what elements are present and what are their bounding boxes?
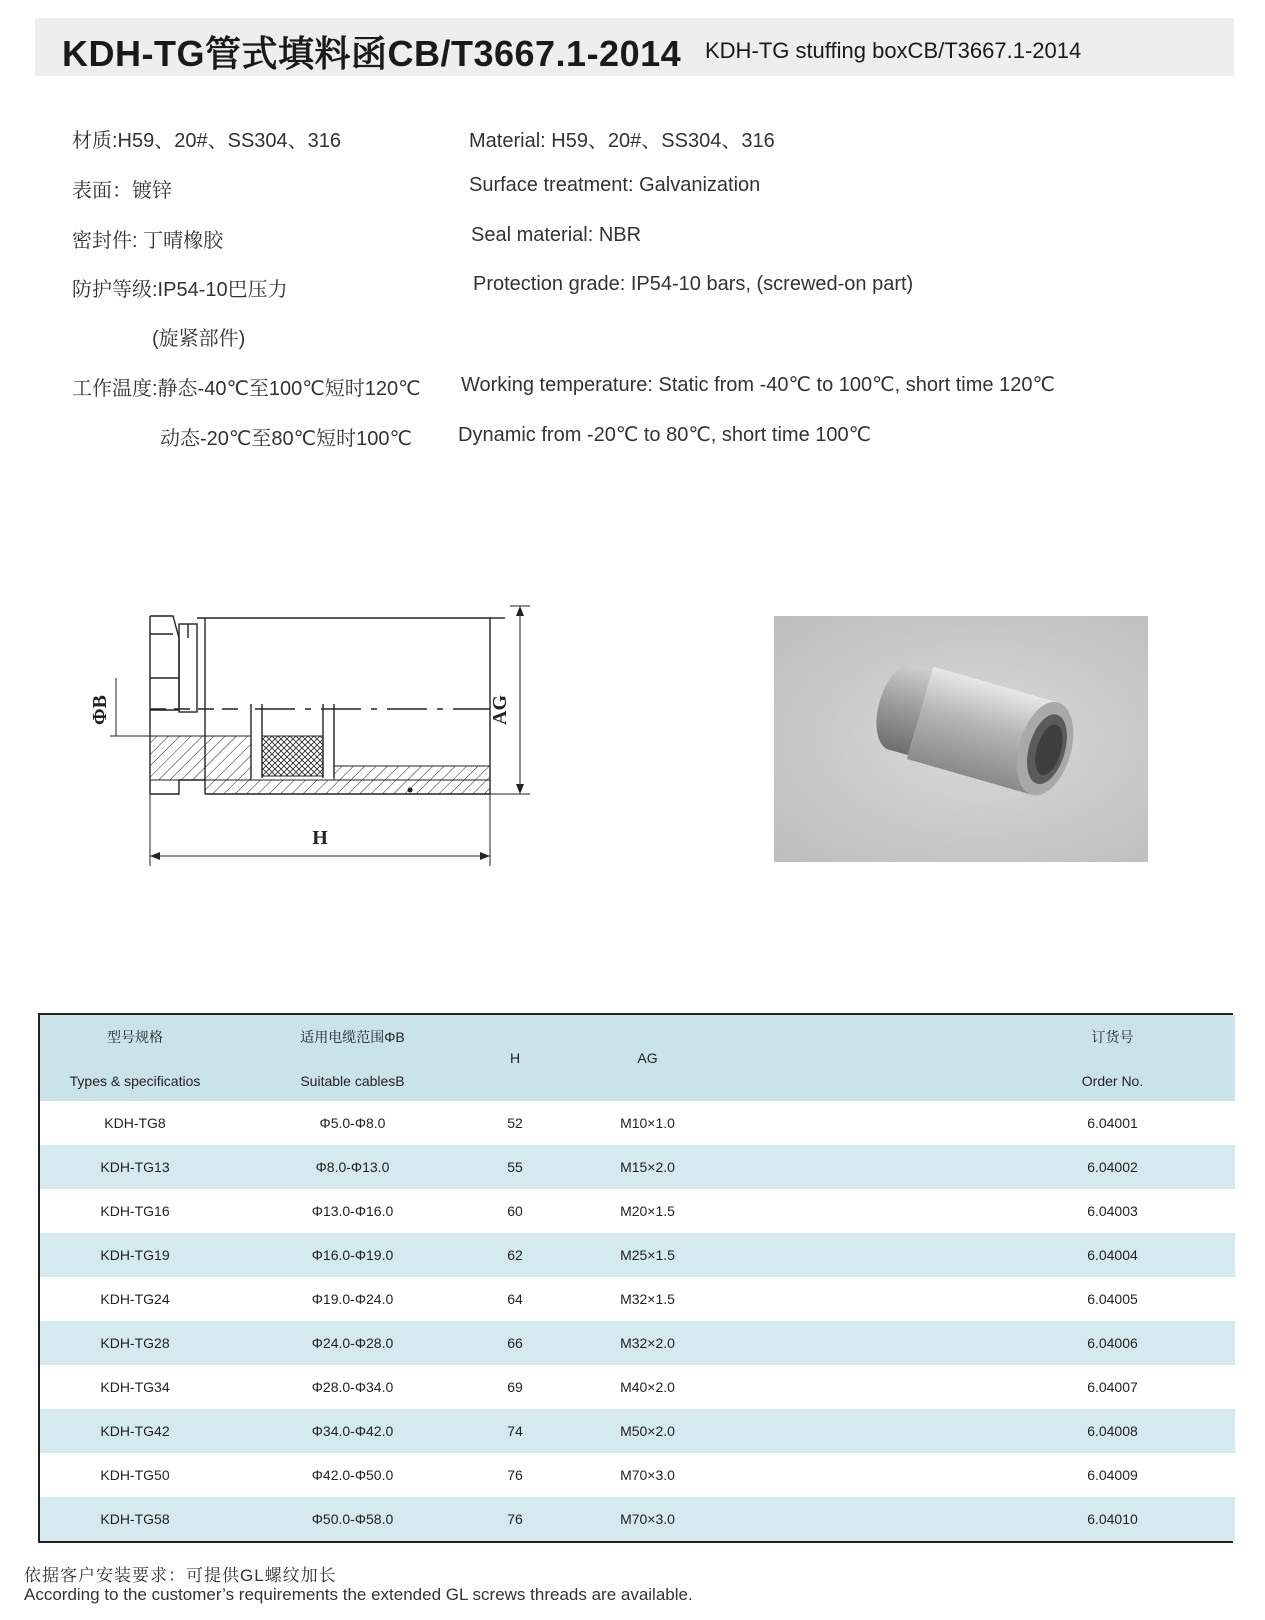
cell-type: KDH-TG8 bbox=[104, 1115, 166, 1131]
cell-ag: M32×2.0 bbox=[620, 1335, 675, 1351]
spec-seal-en: Seal material: NBR bbox=[471, 224, 642, 246]
cell-h: 64 bbox=[507, 1291, 523, 1307]
cell-blank bbox=[740, 1233, 990, 1277]
cell-blank bbox=[740, 1497, 990, 1541]
cell-type: KDH-TG24 bbox=[100, 1291, 170, 1307]
cell-h: 62 bbox=[507, 1247, 523, 1263]
footer-note-zh: 依据客户安装要求：可提供GL螺纹加长 bbox=[24, 1566, 337, 1585]
page-title: KDH-TG管式填料函CB/T3667.1-2014 bbox=[62, 33, 682, 74]
cell-type: KDH-TG34 bbox=[100, 1379, 170, 1395]
spec-seal-zh: 密封件: 丁晴橡胶 bbox=[72, 230, 224, 252]
cell-type: KDH-TG58 bbox=[100, 1511, 170, 1527]
cell-blank bbox=[740, 1277, 990, 1321]
cell-blank bbox=[740, 1409, 990, 1453]
dimension-b-label: ΦB bbox=[89, 695, 111, 725]
cell-blank bbox=[740, 1365, 990, 1409]
table-row bbox=[40, 1453, 1235, 1497]
cell-cable: Φ28.0-Φ34.0 bbox=[311, 1379, 394, 1395]
header-type: 型号规格 Types & specificatios bbox=[69, 1029, 201, 1089]
cell-h: 55 bbox=[507, 1159, 523, 1175]
cell-order: 6.04002 bbox=[1087, 1159, 1138, 1175]
cell-order: 6.04003 bbox=[1087, 1203, 1138, 1219]
table-row bbox=[40, 1101, 1235, 1145]
cell-cable: Φ42.0-Φ50.0 bbox=[311, 1467, 394, 1483]
spec-temp-en-dynamic: Dynamic from -20℃ to 80℃, short time 100℃ bbox=[458, 424, 872, 446]
dimension-h-label: H bbox=[312, 827, 328, 849]
cell-ag: M70×3.0 bbox=[620, 1467, 675, 1483]
cell-h: 66 bbox=[507, 1335, 523, 1351]
cell-type: KDH-TG13 bbox=[100, 1159, 170, 1175]
cell-type: KDH-TG16 bbox=[100, 1203, 170, 1219]
cell-ag: M10×1.0 bbox=[620, 1115, 675, 1131]
header-ag: AG bbox=[637, 1050, 658, 1066]
cell-order: 6.04009 bbox=[1087, 1467, 1138, 1483]
product-photo bbox=[774, 616, 1148, 862]
cell-h: 52 bbox=[507, 1115, 523, 1131]
cell-blank bbox=[740, 1453, 990, 1497]
cell-blank bbox=[740, 1145, 990, 1189]
cell-cable: Φ13.0-Φ16.0 bbox=[311, 1203, 394, 1219]
cell-order: 6.04010 bbox=[1087, 1511, 1138, 1527]
cell-cable: Φ8.0-Φ13.0 bbox=[315, 1159, 390, 1175]
cell-h: 76 bbox=[507, 1467, 523, 1483]
table-row bbox=[40, 1277, 1235, 1321]
cell-ag: M20×1.5 bbox=[620, 1203, 675, 1219]
table-row bbox=[40, 1497, 1235, 1541]
cell-cable: Φ50.0-Φ58.0 bbox=[311, 1511, 394, 1527]
dimension-ag-label: AG bbox=[489, 695, 511, 725]
cell-type: KDH-TG50 bbox=[100, 1467, 170, 1483]
cell-ag: M32×1.5 bbox=[620, 1291, 675, 1307]
cell-ag: M25×1.5 bbox=[620, 1247, 675, 1263]
cell-cable: Φ16.0-Φ19.0 bbox=[311, 1247, 394, 1263]
spec-table bbox=[38, 1013, 1233, 1543]
cell-blank bbox=[740, 1189, 990, 1233]
table-row bbox=[40, 1233, 1235, 1277]
cell-type: KDH-TG42 bbox=[100, 1423, 170, 1439]
cell-order: 6.04004 bbox=[1087, 1247, 1138, 1263]
table-row bbox=[40, 1321, 1235, 1365]
table-row bbox=[40, 1365, 1235, 1409]
cell-order: 6.04001 bbox=[1087, 1115, 1138, 1131]
cell-cable: Φ24.0-Φ28.0 bbox=[311, 1335, 394, 1351]
table-row bbox=[40, 1409, 1235, 1453]
footer-note-en: According to the customer’s requirements the extended GL screws threads are available. bbox=[24, 1585, 693, 1604]
cell-cable: Φ5.0-Φ8.0 bbox=[319, 1115, 386, 1131]
cell-cable: Φ34.0-Φ42.0 bbox=[311, 1423, 394, 1439]
page-subtitle: KDH-TG stuffing boxCB/T3667.1-2014 bbox=[705, 38, 1082, 63]
cell-ag: M50×2.0 bbox=[620, 1423, 675, 1439]
spec-protection-zh-note: (旋紧部件) bbox=[152, 328, 246, 350]
cell-blank bbox=[740, 1321, 990, 1365]
spec-surface-zh: 表面：镀锌 bbox=[72, 180, 172, 202]
cell-ag: M40×2.0 bbox=[620, 1379, 675, 1395]
spec-protection-zh: 防护等级:IP54-10巴压力 bbox=[72, 279, 288, 301]
title-bar bbox=[35, 18, 1234, 76]
header-order: 订货号 Order No. bbox=[1081, 1029, 1144, 1089]
table-header-row bbox=[40, 1015, 1235, 1101]
cell-h: 60 bbox=[507, 1203, 523, 1219]
cell-type: KDH-TG19 bbox=[100, 1247, 170, 1263]
cell-h: 74 bbox=[507, 1423, 523, 1439]
spec-temp-zh-dynamic: 动态-20℃至80℃短时100℃ bbox=[160, 428, 412, 450]
cell-ag: M15×2.0 bbox=[620, 1159, 675, 1175]
spec-temp-en: Working temperature: Static from -40℃ to 100℃, short time 120℃ bbox=[461, 374, 1055, 396]
cell-h: 76 bbox=[507, 1511, 523, 1527]
spec-material-zh: 材质:H59、20#、SS304、316 bbox=[72, 130, 342, 152]
spec-material-en: Material: H59、20#、SS304、316 bbox=[469, 130, 775, 152]
header-h: H bbox=[509, 1050, 521, 1066]
table-row bbox=[40, 1145, 1235, 1189]
spec-temp-zh: 工作温度:静态-40℃至100℃短时120℃ bbox=[72, 378, 421, 400]
cell-blank bbox=[740, 1101, 990, 1145]
header-cable: 适用电缆范围ΦB Suitable cablesB bbox=[300, 1029, 405, 1089]
technical-drawing bbox=[80, 598, 570, 868]
table-row bbox=[40, 1189, 1235, 1233]
cell-type: KDH-TG28 bbox=[100, 1335, 170, 1351]
spec-surface-en: Surface treatment: Galvanization bbox=[469, 174, 761, 196]
cell-cable: Φ19.0-Φ24.0 bbox=[311, 1291, 394, 1307]
cell-order: 6.04006 bbox=[1087, 1335, 1138, 1351]
header-blank bbox=[740, 1015, 990, 1101]
cell-order: 6.04008 bbox=[1087, 1423, 1138, 1439]
spec-protection-en: Protection grade: IP54-10 bars, (screwed-on part) bbox=[473, 273, 914, 295]
cell-order: 6.04005 bbox=[1087, 1291, 1138, 1307]
cell-h: 69 bbox=[507, 1379, 523, 1395]
cell-ag: M70×3.0 bbox=[620, 1511, 675, 1527]
cell-order: 6.04007 bbox=[1087, 1379, 1138, 1395]
